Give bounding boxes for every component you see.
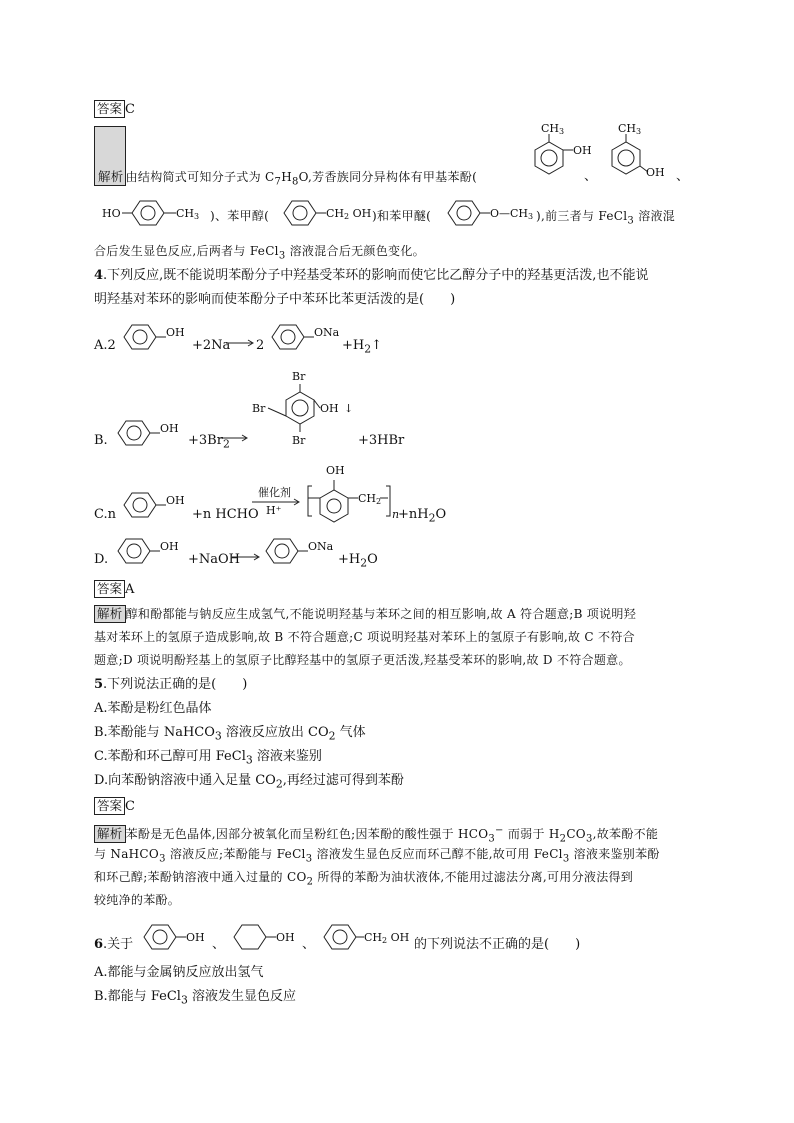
- label-br: Br: [292, 370, 306, 383]
- answer-tag: 答案: [94, 100, 125, 118]
- sub: 3: [245, 753, 253, 767]
- sub: 2: [328, 729, 336, 743]
- label-oh: OH: [166, 494, 185, 507]
- q4-option-a-label: A.2: [94, 338, 116, 353]
- phenol-structure: [140, 922, 212, 952]
- answer-value: A: [125, 582, 135, 597]
- q5-option-c: [94, 748, 322, 770]
- text: 气体: [335, 725, 366, 740]
- text: O: [435, 507, 447, 522]
- text: ,再经过滤可得到苯酚: [282, 773, 404, 788]
- label-ch2: CH2: [358, 492, 382, 506]
- answer-value: C: [125, 799, 135, 814]
- label-oh: OH: [186, 931, 205, 944]
- label-br: Br: [252, 402, 266, 415]
- sub: 2: [364, 342, 372, 356]
- text: ),前三者与 FeCl: [536, 209, 628, 223]
- sup: −: [495, 825, 504, 836]
- q6-stem-start: [94, 936, 133, 954]
- text: 溶液反应放出 CO: [221, 725, 329, 740]
- phenol-structure: [118, 322, 193, 352]
- sub: 2: [306, 876, 314, 888]
- separator: 、: [212, 937, 226, 952]
- q4-b-product: +3HBr: [358, 433, 405, 448]
- benzyl-alcohol-structure: [282, 198, 377, 228]
- text: 溶液来鉴别: [252, 749, 322, 764]
- text: D.向苯酚钠溶液中通入足量 CO: [94, 773, 276, 788]
- tribromophenol-structure: [248, 366, 358, 446]
- cyclohexanol-structure: [230, 922, 302, 952]
- separator: 、: [302, 937, 316, 952]
- q4-d-reagent: +NaOH: [188, 552, 241, 567]
- label-oh: OH: [160, 540, 179, 553]
- q3-analysis-line3: [94, 242, 425, 265]
- label-ona: ONa: [314, 326, 340, 339]
- down-arrow: ↓: [344, 402, 354, 415]
- text: 溶液来鉴别苯酚: [569, 847, 660, 861]
- sub: 3: [562, 853, 570, 865]
- label-oh: OH: [160, 422, 179, 435]
- label-h-plus: H⁺: [266, 504, 282, 517]
- text: +nH: [398, 507, 429, 522]
- q4-analysis-line2: 基对苯环上的氢原子造成影响,故 B 不符合题意;C 项说明羟基对苯环上的氢原子有影响,故 C 不符合: [94, 630, 635, 644]
- text: .关于: [103, 937, 134, 952]
- q3-answer: [94, 100, 135, 119]
- answer-tag: 答案: [94, 580, 125, 598]
- phenol-structure: [118, 490, 193, 520]
- label-oh: OH: [646, 166, 665, 179]
- q5-option-d: [94, 772, 404, 794]
- label-ch3: CH3: [176, 207, 200, 221]
- phenolic-resin-structure: [306, 458, 402, 524]
- label-n: n: [392, 508, 400, 521]
- question-number: 5: [94, 677, 104, 692]
- question-number: 4: [94, 268, 104, 283]
- label-oh: OH: [573, 144, 592, 157]
- reaction-arrow: [226, 337, 256, 349]
- label-oh: OH: [276, 931, 295, 944]
- q4-a-reagent: +2Na: [192, 338, 231, 353]
- sub: 3: [180, 993, 188, 1007]
- sub: 3: [627, 215, 635, 227]
- text: 而弱于 H: [503, 827, 560, 841]
- sodium-phenoxide-structure: [266, 322, 346, 352]
- phenol-structure: [112, 418, 187, 448]
- q4-option-b-label: B.: [94, 433, 108, 448]
- text: 溶液混: [634, 209, 676, 223]
- text: B.都能与 FeCl: [94, 989, 181, 1004]
- o-methylphenol-structure: [515, 122, 592, 187]
- analysis-tag: 解析: [98, 169, 124, 184]
- answer-tag: 答案: [94, 797, 125, 815]
- q6-option-a: A.都能与金属钠反应放出氢气: [94, 965, 264, 980]
- q4-answer: [94, 580, 134, 599]
- q4-analysis-line3: 题意;D 项说明酚羟基上的氢原子比醇羟基中的氢原子更活泼,羟基受苯环的影响,故 D 不符合题意。: [94, 653, 631, 667]
- reaction-arrow: [232, 551, 262, 563]
- p-methylphenol-structure: [100, 198, 210, 228]
- text: 溶液混合后无颜色变化。: [285, 244, 425, 258]
- analysis-tag: 解析: [94, 605, 126, 623]
- label-br: Br: [292, 434, 306, 447]
- label-oh: OH: [326, 464, 345, 477]
- q4-a-coefficient: 2: [256, 338, 265, 353]
- label-oh: OH: [166, 326, 185, 339]
- catalyst-arrow: [252, 486, 302, 520]
- analysis-tag: 解析: [94, 825, 126, 843]
- q3-line2-text: )和苯甲醚(: [372, 209, 432, 223]
- text: +3Br: [188, 433, 223, 448]
- label-ch2oh: CH2 OH: [364, 931, 410, 945]
- text: 与 NaHCO: [94, 847, 160, 861]
- separator: 、: [584, 169, 598, 184]
- sub: 2: [275, 777, 283, 791]
- q5-stem: [94, 676, 247, 694]
- q4-a-product: [342, 337, 382, 359]
- text: 和环己醇;苯酚钠溶液中通入过量的 CO: [94, 870, 307, 884]
- sub: 3: [488, 833, 496, 845]
- q4-stem-line1: [94, 267, 648, 285]
- label-ch3: CH3: [541, 122, 565, 136]
- label-ch2oh: CH2 OH: [326, 207, 372, 221]
- q4-c-reagent: +n HCHO: [192, 507, 259, 522]
- sub: 2: [360, 556, 368, 570]
- text: +H: [342, 338, 365, 353]
- q4-c-product: [398, 506, 446, 528]
- label-ch3: CH3: [618, 122, 642, 136]
- label-ho: HO: [102, 207, 121, 220]
- q3-line2-text: )、苯甲醇(: [210, 209, 270, 223]
- sub: 3: [159, 853, 166, 865]
- question-number: 6: [94, 937, 104, 952]
- sub: 7: [274, 176, 282, 188]
- text: CO: [566, 827, 586, 841]
- q4-analysis-line1: [94, 605, 636, 623]
- q5-analysis-line3: [94, 868, 633, 891]
- text: C.苯酚和环己醇可用 FeCl: [94, 749, 246, 764]
- sub: 2: [222, 437, 230, 451]
- q6-stem-end: 的下列说法不正确的是( ): [414, 937, 581, 952]
- label-oh: OH: [320, 402, 339, 415]
- text: 溶液发生显色反应: [187, 989, 296, 1004]
- q4-d-product: [338, 551, 378, 573]
- q5-option-a: A.苯酚是粉红色晶体: [94, 701, 212, 716]
- text: .下列反应,既不能说明苯酚分子中羟基受苯环的影响而使它比乙醇分子中的羟基更活泼,也不能说: [103, 268, 649, 283]
- text: 溶液发生显色反应而环己醇不能,故可用 FeCl: [312, 847, 563, 861]
- sub: 3: [278, 250, 286, 262]
- text: ,故苯酚不能: [592, 827, 659, 841]
- label-ona: ONa: [308, 540, 334, 553]
- text: .下列说法正确的是( ): [103, 677, 248, 692]
- q5-option-b: [94, 724, 366, 746]
- separator: 、: [676, 169, 690, 184]
- up-arrow: ↑: [371, 338, 383, 353]
- text: O,芳香族同分异构体有甲基苯酚(: [298, 170, 478, 184]
- text: 醇和酚都能与钠反应生成氢气,不能说明羟基与苯环之间的相互影响,故 A 符合题意;B 项说明羟: [125, 607, 637, 621]
- phenol-structure: [112, 536, 187, 566]
- answer-value: C: [125, 102, 135, 117]
- sub: 8: [291, 176, 299, 188]
- text: 合后发生显色反应,后两者与 FeCl: [94, 244, 279, 258]
- text: +H: [338, 552, 361, 567]
- q5-analysis-line4: 较纯净的苯酚。: [94, 893, 181, 907]
- q5-answer: [94, 797, 135, 816]
- sub: 3: [585, 833, 593, 845]
- q3-analysis-line1: [96, 168, 477, 191]
- q3-line2-end: [536, 207, 675, 230]
- q5-analysis-line2: [94, 845, 660, 868]
- sub: 3: [214, 729, 222, 743]
- sub: 3: [305, 853, 313, 865]
- q4-option-c-label: C.n: [94, 507, 116, 522]
- reaction-arrow: [220, 432, 250, 444]
- text: 溶液反应;苯酚能与 FeCl: [165, 847, 306, 861]
- q4-stem-line2: 明羟基对苯环的影响而使苯酚分子中苯环比苯更活泼的是( ): [94, 292, 456, 307]
- text: 苯酚是无色晶体,因部分被氧化而呈粉红色;因苯酚的酸性强于 HCO: [125, 827, 489, 841]
- sodium-phenoxide-structure: [260, 536, 340, 566]
- benzyl-alcohol-structure: [320, 922, 415, 952]
- m-methylphenol-structure: [600, 122, 675, 187]
- text: B.苯酚能与 NaHCO: [94, 725, 215, 740]
- label-catalyst: 催化剂: [258, 486, 291, 499]
- text: 所得的苯酚为油状液体,不能用过滤法分离,可用分液法得到: [313, 870, 634, 884]
- q6-option-b: [94, 988, 296, 1010]
- label-och3: O—CH3: [490, 207, 534, 221]
- sub: 2: [559, 833, 567, 845]
- text: 由结构简式可知分子式为 C: [125, 170, 275, 184]
- text: O: [367, 552, 378, 567]
- sub: 2: [428, 511, 436, 525]
- anisole-structure: [446, 198, 541, 228]
- text: H: [281, 170, 292, 184]
- q4-option-d-label: D.: [94, 552, 109, 567]
